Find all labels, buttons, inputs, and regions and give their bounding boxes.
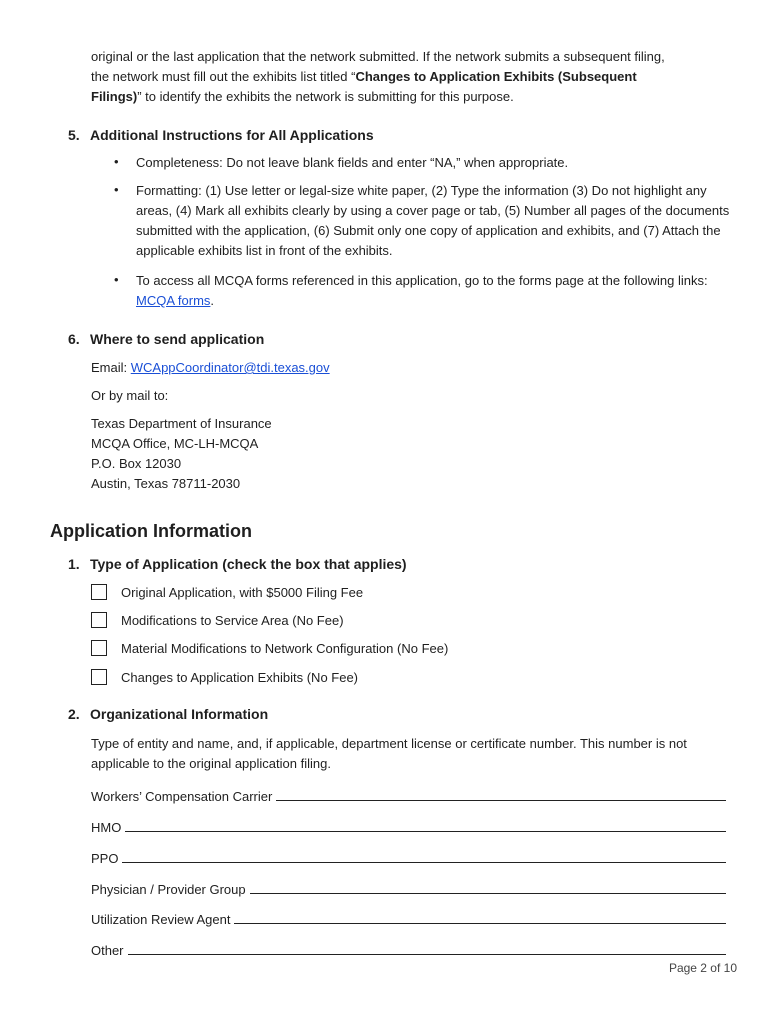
address-line: P.O. Box 12030 [91,456,182,471]
checkbox-label: Original Application, with $5000 Filing Fee [121,584,364,600]
organizational-information-heading: 2. Organizational Information [68,706,269,722]
option-modifications-service-area[interactable] [91,610,344,630]
option-material-modifications[interactable] [91,638,448,658]
bullet-icon: • [114,182,119,197]
text-line-input[interactable] [250,879,726,894]
intro-paragraph [91,47,731,107]
text-line-input[interactable] [125,817,726,832]
field-label: Utilization Review Agent [91,912,231,927]
field-ppo[interactable] [91,846,726,866]
completeness-bullet: Completeness: Do not leave blank fields and enter “NA,” when appropriate. [136,155,569,170]
field-label: HMO [91,820,122,835]
text-line-input[interactable] [122,848,726,863]
checkbox-label: Modifications to Service Area (No Fee) [121,612,344,628]
option-changes-exhibits[interactable] [91,667,358,687]
intro-line-3: Filings)” to identify the exhibits the network is submitting for this purpose. [91,89,514,104]
field-workers-comp-carrier[interactable] [91,784,726,804]
checkbox[interactable] [91,669,107,685]
checkbox-label: Changes to Application Exhibits (No Fee) [121,669,359,685]
mailing-address [91,414,731,494]
intro-line-2: the network must fill out the exhibits list titled “Changes to Application Exhibits (Subsequent [91,69,637,84]
bullet-icon: • [114,154,119,169]
field-physician-provider-group[interactable] [91,877,726,897]
field-label: PPO [91,851,119,866]
formatting-bullet: Formatting: (1) Use letter or legal-size white paper, (2) Type the information (3) Do not highlight any areas, (4) Mark all exhibits clearly by using a cover page or tab, (5) Number all pages of the documents submitted with the application, (6) Submit only one copy of application and exhibits, and (7) Attach the applicable exhibits list in front of the exhibits. [136,183,730,258]
checkbox[interactable] [91,612,107,628]
field-label: Workers’ Compensation Carrier [91,789,273,804]
bullet-icon: • [114,272,119,287]
organizational-description: Type of entity and name, and, if applicable, department license or certificate number. This number is not applicable to the original application filing. [91,736,687,771]
mcqa-forms-link[interactable]: MCQA forms [136,293,211,308]
field-hmo[interactable] [91,815,726,835]
address-line: MCQA Office, MC-LH-MCQA [91,436,259,451]
forms-bullet: To access all MCQA forms referenced in this application, go to the forms page at the following links: MCQA forms. [136,273,708,308]
type-of-application-heading: 1. Type of Application (check the box that applies) [68,556,407,572]
field-other[interactable] [91,938,726,958]
email-link[interactable]: WCAppCoordinator@tdi.texas.gov [130,360,330,375]
mail-label: Or by mail to: [91,388,169,403]
address-line: Austin, Texas 78711-2030 [91,476,241,491]
option-original-application[interactable] [91,582,363,602]
application-information-title: Application Information [50,521,252,541]
text-line-input[interactable] [276,786,726,801]
section-5-heading: 5. Additional Instructions for All Applications [68,127,374,143]
section-6-heading: 6. Where to send application [68,331,265,347]
text-line-input[interactable] [234,909,726,924]
address-line: Texas Department of Insurance [91,416,272,431]
field-utilization-review-agent[interactable] [91,907,726,927]
text-line-input[interactable] [128,940,726,955]
email-line: Email: WCAppCoordinator@tdi.texas.gov [91,360,330,375]
page-number: Page 2 of 10 [668,961,737,975]
field-label: Physician / Provider Group [91,882,246,897]
checkbox[interactable] [91,640,107,656]
intro-line-1: original or the last application that the network submitted. If the network submits a subsequent filing, [91,49,665,64]
field-label: Other [91,943,124,958]
checkbox-label: Material Modifications to Network Configuration (No Fee) [121,640,449,656]
checkbox[interactable] [91,584,107,600]
